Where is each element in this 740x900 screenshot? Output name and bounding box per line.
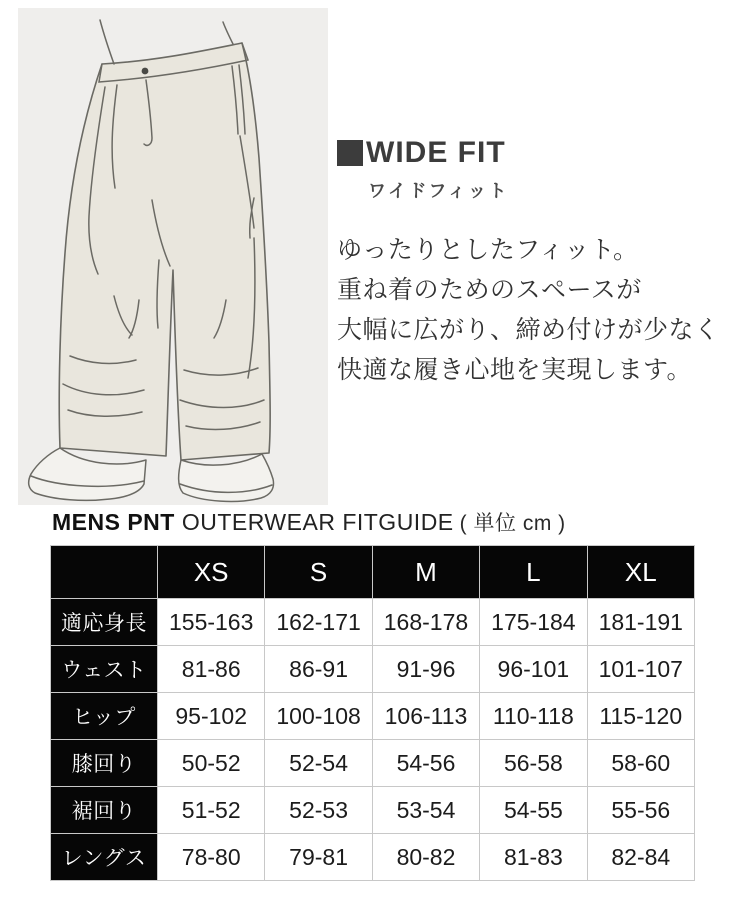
size-value-cell: 78-80	[158, 834, 265, 881]
fit-description-line: 大幅に広がり、締め付けが少なく	[337, 316, 720, 344]
size-value-cell: 110-118	[480, 693, 587, 740]
waist-button	[142, 68, 149, 75]
size-column-header-s: S	[265, 546, 372, 599]
size-table-title	[52, 507, 696, 537]
size-value-cell: 54-55	[480, 787, 587, 834]
size-row-label: レングス	[51, 834, 158, 881]
size-table	[50, 545, 695, 881]
size-column-header-xl: XL	[587, 546, 694, 599]
size-value-cell: 86-91	[265, 646, 372, 693]
size-row-label: 適応身長	[51, 599, 158, 646]
size-value-cell: 52-54	[265, 740, 372, 787]
wide-fit-pants-drawing	[18, 8, 328, 505]
pants-illustration	[18, 8, 328, 505]
black-square-icon	[337, 140, 363, 166]
fit-description-line: 快適な履き心地を実現します。	[337, 356, 693, 384]
size-value-cell: 81-86	[158, 646, 265, 693]
size-value-cell: 181-191	[587, 599, 694, 646]
fit-title-text: WIDE FIT	[366, 136, 506, 169]
size-column-header-xs: XS	[158, 546, 265, 599]
fit-description	[337, 230, 737, 390]
size-table-title-unit: ( 単位 cm )	[459, 512, 566, 535]
fit-title	[337, 136, 737, 170]
size-value-cell: 101-107	[587, 646, 694, 693]
fit-description-line: ゆったりとしたフィット。	[337, 236, 639, 264]
size-row-label: ヒップ	[51, 693, 158, 740]
size-table-row	[51, 599, 695, 646]
size-table-head	[51, 546, 695, 599]
size-value-cell: 168-178	[372, 599, 479, 646]
size-table-row	[51, 740, 695, 787]
size-value-cell: 51-52	[158, 787, 265, 834]
size-row-label: 膝回り	[51, 740, 158, 787]
size-table-row	[51, 646, 695, 693]
size-table-corner-cell	[51, 546, 158, 599]
fit-info-section	[337, 136, 737, 390]
fit-description-line: 重ね着のためのスペースが	[337, 276, 642, 304]
size-table-row	[51, 787, 695, 834]
size-row-label: 裾回り	[51, 787, 158, 834]
size-table-title-bold: MENS PNT	[52, 509, 175, 535]
size-value-cell: 52-53	[265, 787, 372, 834]
size-value-cell: 82-84	[587, 834, 694, 881]
size-value-cell: 81-83	[480, 834, 587, 881]
size-value-cell: 58-60	[587, 740, 694, 787]
size-table-title-rest: OUTERWEAR FITGUIDE	[181, 509, 454, 535]
size-value-cell: 56-58	[480, 740, 587, 787]
size-value-cell: 106-113	[372, 693, 479, 740]
size-value-cell: 53-54	[372, 787, 479, 834]
size-table-row	[51, 693, 695, 740]
size-value-cell: 79-81	[265, 834, 372, 881]
fit-subtitle: ワイドフィット	[368, 181, 509, 201]
size-guide-section	[50, 507, 696, 881]
size-value-cell: 115-120	[587, 693, 694, 740]
size-column-header-m: M	[372, 546, 479, 599]
size-value-cell: 162-171	[265, 599, 372, 646]
size-value-cell: 95-102	[158, 693, 265, 740]
size-value-cell: 80-82	[372, 834, 479, 881]
size-table-body	[51, 599, 695, 881]
size-value-cell: 175-184	[480, 599, 587, 646]
size-value-cell: 55-56	[587, 787, 694, 834]
size-value-cell: 50-52	[158, 740, 265, 787]
size-table-row	[51, 834, 695, 881]
size-row-label: ウェスト	[51, 646, 158, 693]
size-column-header-l: L	[480, 546, 587, 599]
size-value-cell: 155-163	[158, 599, 265, 646]
size-value-cell: 100-108	[265, 693, 372, 740]
size-value-cell: 54-56	[372, 740, 479, 787]
size-value-cell: 96-101	[480, 646, 587, 693]
size-value-cell: 91-96	[372, 646, 479, 693]
size-table-header-row	[51, 546, 695, 599]
